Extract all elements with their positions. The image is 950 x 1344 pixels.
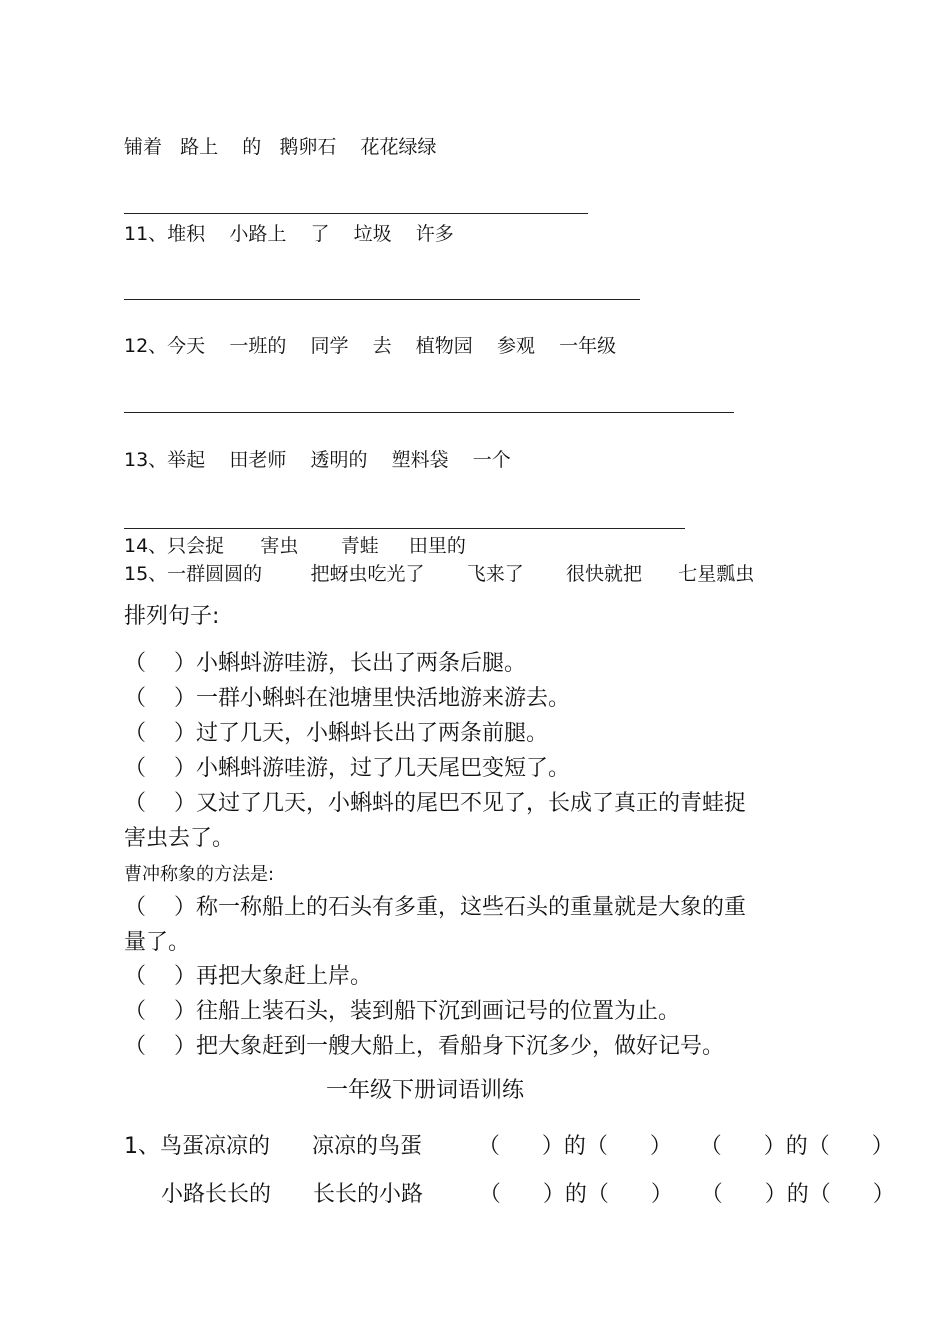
caochong-item: （ ）称一称船上的石头有多重，这些石头的重量就是大象的重 bbox=[124, 895, 746, 920]
caochong-item: （ ）往船上装石头，装到船下沉到画记号的位置为止。 bbox=[124, 999, 680, 1024]
word-row-11: 11、堆积 小路上 了 垃圾 许多 bbox=[124, 223, 454, 245]
section-title: 一年级下册词语训练 bbox=[326, 1078, 525, 1103]
arrange-item: （ ）过了几天，小蝌蚪长出了两条前腿。 bbox=[124, 721, 548, 746]
vocab-row-2: 小路长长的 长长的小路 （ ）的（ ） （ ）的（ ） bbox=[161, 1182, 895, 1207]
arrange-item: （ ）小蝌蚪游哇游，长出了两条后腿。 bbox=[124, 651, 526, 676]
answer-line bbox=[124, 528, 685, 529]
arrange-item: （ ）又过了几天，小蝌蚪的尾巴不见了，长成了真正的青蛙捉 bbox=[124, 791, 746, 816]
arrange-item: （ ）小蝌蚪游哇游，过了几天尾巴变短了。 bbox=[124, 756, 570, 781]
caochong-item: （ ）再把大象赶上岸。 bbox=[124, 964, 372, 989]
answer-line bbox=[124, 412, 734, 413]
arrange-item: （ ）一群小蝌蚪在池塘里快活地游来游去。 bbox=[124, 686, 570, 711]
word-row-15: 15、一群圆圆的 把蚜虫吃光了 飞来了 很快就把 七星瓢虫 bbox=[124, 563, 755, 585]
caochong-item-continued: 量了。 bbox=[124, 930, 191, 955]
word-row-14: 14、只会捉 害虫 青蛙 田里的 bbox=[124, 535, 466, 557]
caochong-item: （ ）把大象赶到一艘大船上，看船身下沉多少，做好记号。 bbox=[124, 1034, 724, 1059]
word-row-10: 铺着 路上 的 鹅卵石 花花绿绿 bbox=[124, 136, 437, 158]
answer-line bbox=[124, 299, 640, 300]
word-row-12: 12、今天 一班的 同学 去 植物园 参观 一年级 bbox=[124, 335, 617, 357]
vocab-row-1: 1、鸟蛋凉凉的 凉凉的鸟蛋 （ ）的（ ） （ ）的（ ） bbox=[124, 1134, 894, 1159]
answer-line bbox=[124, 213, 588, 214]
arrange-item-continued: 害虫去了。 bbox=[124, 826, 235, 851]
caochong-heading: 曹冲称象的方法是: bbox=[124, 864, 275, 885]
arrange-heading: 排列句子: bbox=[124, 604, 220, 629]
word-row-13: 13、举起 田老师 透明的 塑料袋 一个 bbox=[124, 449, 511, 471]
